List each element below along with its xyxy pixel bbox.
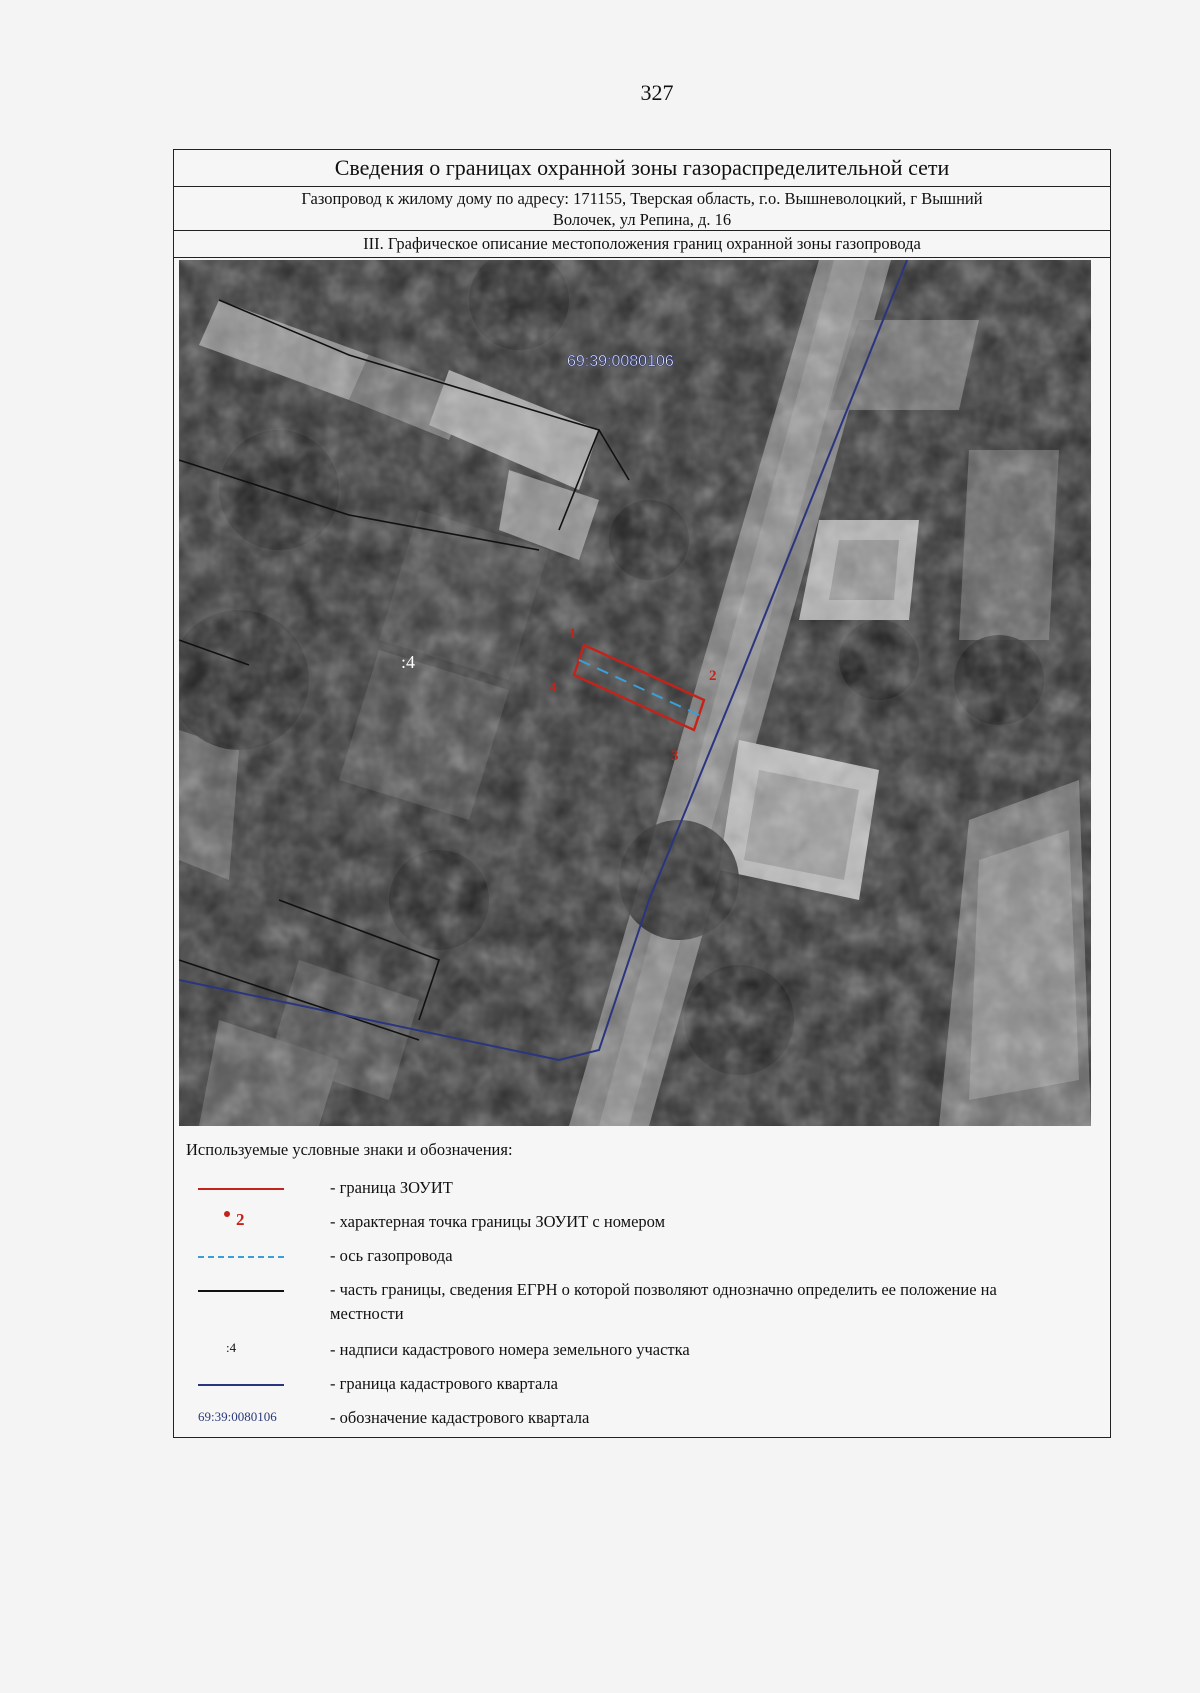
document-frame — [173, 149, 1111, 1438]
document-title: Сведения о границах охранной зоны газораспределительной сети — [174, 150, 1110, 187]
legend-text: - надписи кадастрового номера земельного участка — [330, 1340, 690, 1359]
dark-blue-line-icon — [188, 1372, 288, 1398]
address-line-2: Волочек, ул Репина, д. 16 — [552, 210, 732, 229]
parcel-number-sample: :4 — [226, 1340, 237, 1355]
map-canvas — [179, 260, 1091, 1126]
red-point-icon — [188, 1210, 288, 1236]
object-address — [174, 187, 1110, 231]
blue-dashed-line-icon — [188, 1244, 288, 1270]
legend-text: - обозначение кадастрового квартала — [330, 1408, 590, 1427]
address-line-1: Газопровод к жилому дому по адресу: 171155, Тверская область, г.о. Вышневолоцкий, г Вышний — [301, 189, 983, 208]
point-label-1: 1 — [569, 626, 577, 642]
page-number: 327 — [640, 80, 674, 105]
section-heading: III. Графическое описание местоположения границ охранной зоны газопровода — [174, 231, 1110, 258]
quarter-label-icon — [188, 1406, 288, 1432]
red-line-icon — [188, 1176, 288, 1202]
black-line-icon — [188, 1278, 288, 1304]
point-label-2: 2 — [709, 668, 717, 684]
legend-heading: Используемые условные знаки и обозначения: — [186, 1140, 513, 1159]
legend-text: - граница кадастрового квартала — [330, 1374, 558, 1393]
point-sample-number: 2 — [236, 1210, 245, 1229]
point-label-3: 3 — [671, 748, 679, 764]
parcel-number-icon — [188, 1338, 288, 1364]
aerial-map[interactable] — [179, 260, 1091, 1126]
legend-text: - характерная точка границы ЗОУИТ с номером — [330, 1212, 666, 1231]
imagery-texture — [179, 260, 1091, 1126]
legend-text: - граница ЗОУИТ — [330, 1178, 453, 1197]
legend-text: - часть границы, сведения ЕГРН о которой позволяют однозначно определить ее положение на местности — [330, 1280, 997, 1323]
quarter-label-sample: 69:39:0080106 — [198, 1409, 277, 1424]
point-label-4: 4 — [549, 680, 557, 696]
quarter-label: 69:39:0080106 — [567, 353, 674, 370]
legend-text: - ось газопровода — [330, 1246, 453, 1265]
parcel-number-label: :4 — [401, 652, 416, 672]
